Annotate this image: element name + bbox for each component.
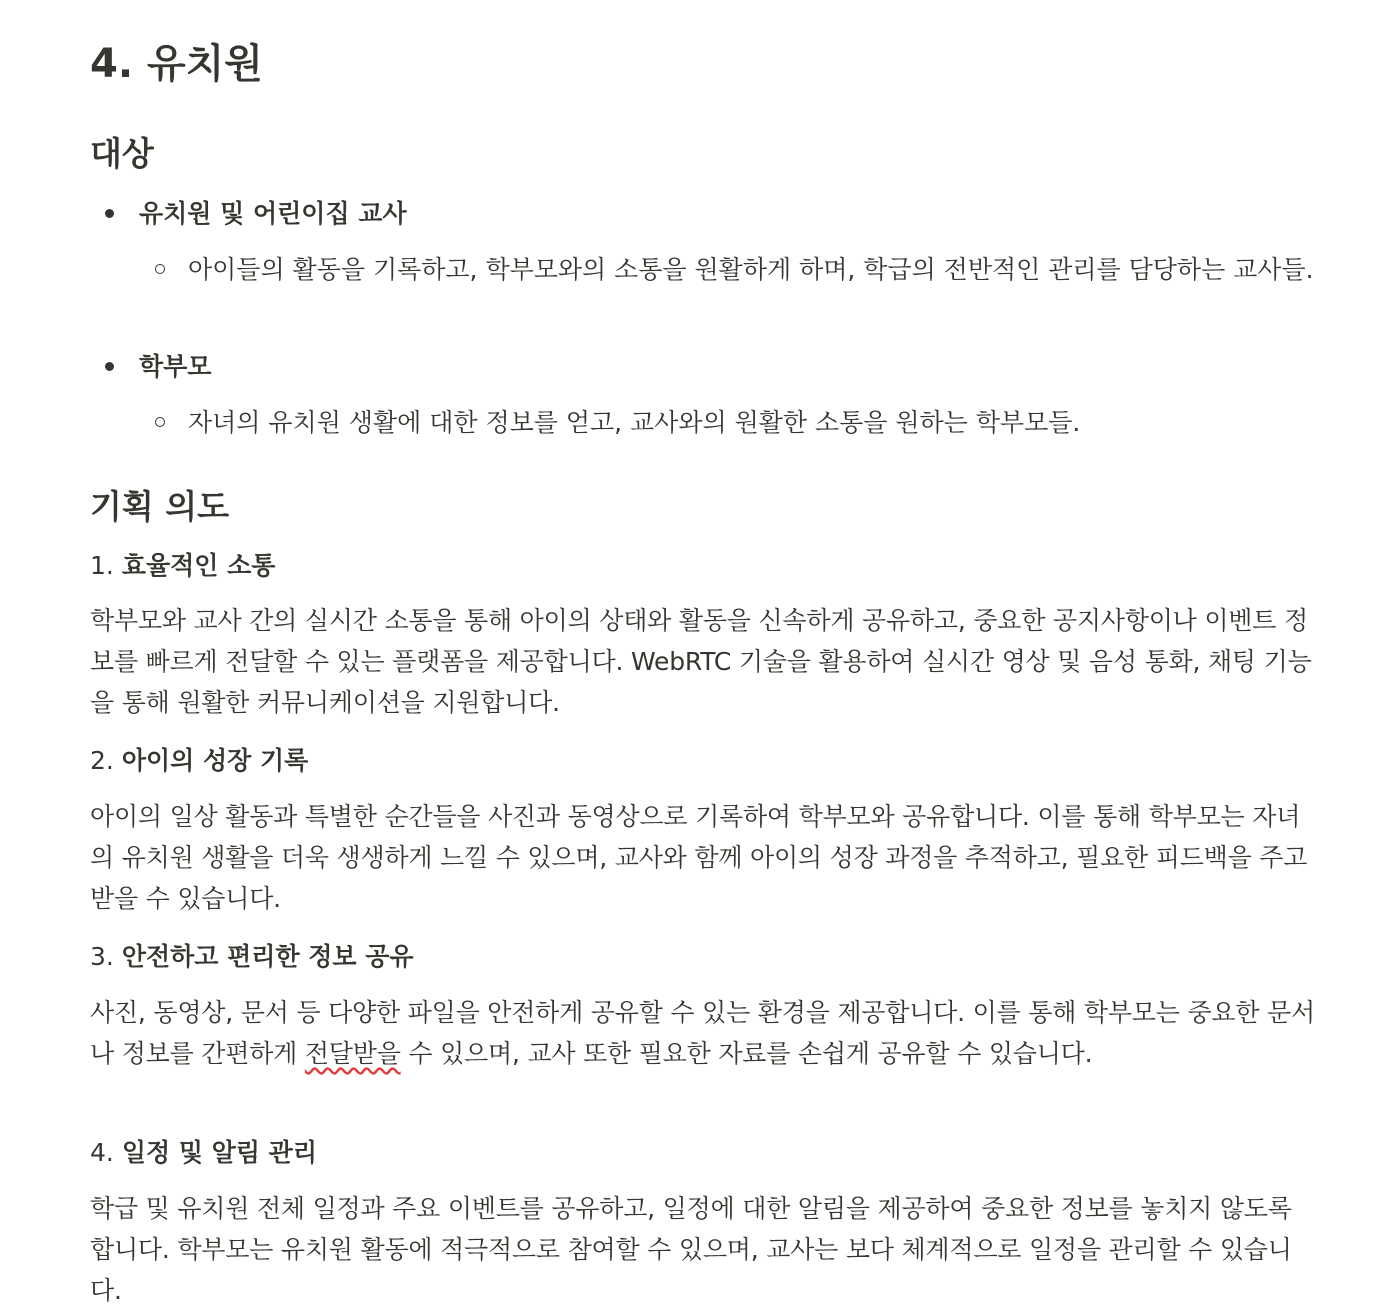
intent-item-3-body[interactable] xyxy=(90,992,1315,1074)
bullet-dot-icon xyxy=(105,209,114,218)
intent-item-2-heading[interactable] xyxy=(90,741,308,781)
sub-bullet-text: 자녀의 유치원 생활에 대한 정보를 얻고, 교사와의 원활한 소통을 원하는 학부모들. xyxy=(188,408,1081,437)
item-number: 4. xyxy=(90,1138,114,1167)
bullet-label: 유치원 및 어린이집 교사 xyxy=(139,199,407,228)
page-title[interactable]: 4. 유치원 xyxy=(90,41,263,87)
item-title: 일정 및 알림 관리 xyxy=(121,1138,317,1167)
item-title: 아이의 성장 기록 xyxy=(121,746,309,775)
intent-item-4-body[interactable]: 학급 및 유치원 전체 일정과 주요 이벤트를 공유하고, 일정에 대한 알림을 제공하여 중요한 정보를 놓치지 않도록 합니다. 학부모는 유치원 활동에 적극적으로 참여할 수 있으며, 교사는 보다 체계적으로 일정을 관리할 수 있습니다. xyxy=(90,1194,1292,1305)
intent-heading[interactable]: 기획 의도 xyxy=(90,487,230,526)
item-number: 1. xyxy=(90,551,114,580)
bullet-label: 학부모 xyxy=(139,352,212,381)
target-heading[interactable]: 대상 xyxy=(90,134,154,173)
bullet-dot-icon xyxy=(105,362,114,371)
item-number: 2. xyxy=(90,746,114,775)
sub-bullet-text: 아이들의 활동을 기록하고, 학부모와의 소통을 원활하게 하며, 학급의 전반적인 관리를 담당하는 교사들. xyxy=(188,255,1314,284)
circle-bullet-icon xyxy=(155,264,165,274)
intent-item-2-body[interactable]: 아이의 일상 활동과 특별한 순간들을 사진과 동영상으로 기록하여 학부모와 공유합니다. 이를 통해 학부모는 자녀의 유치원 생활을 더욱 생생하게 느낄 수 있으며, 교사와 함께 아이의 성장 과정을 추적하고, 필요한 피드백을 주고받을 수 있습니다. xyxy=(90,802,1308,913)
item-title: 안전하고 편리한 정보 공유 xyxy=(121,942,414,971)
spellcheck-flagged-word[interactable]: 전달받을 xyxy=(304,1039,401,1068)
circle-bullet-icon xyxy=(155,417,165,427)
item-title: 효율적인 소통 xyxy=(121,551,276,580)
body-text: 수 있으며, 교사 또한 필요한 자료를 손쉽게 공유할 수 있습니다. xyxy=(400,1039,1093,1068)
intent-item-1-body[interactable]: 학부모와 교사 간의 실시간 소통을 통해 아이의 상태와 활동을 신속하게 공유하고, 중요한 공지사항이나 이벤트 정보를 빠르게 전달할 수 있는 플랫폼을 제공합니다. WebRTC 기술을 활용하여 실시간 영상 및 음성 통화, 채팅 기능을 통해 원활한 커뮤니케이션을 지원합니다. xyxy=(90,606,1312,717)
body-text: 사진, 동영상, 문서 등 다양한 파일을 안전하게 공유할 수 있는 환경을 제공합니다. 이를 통해 학부모는 중요한 문서나 정보를 간편하게 xyxy=(90,998,1315,1068)
intent-item-4-heading[interactable] xyxy=(90,1133,317,1173)
intent-item-3-heading[interactable] xyxy=(90,937,414,977)
intent-item-1-heading[interactable] xyxy=(90,546,275,586)
item-number: 3. xyxy=(90,942,114,971)
